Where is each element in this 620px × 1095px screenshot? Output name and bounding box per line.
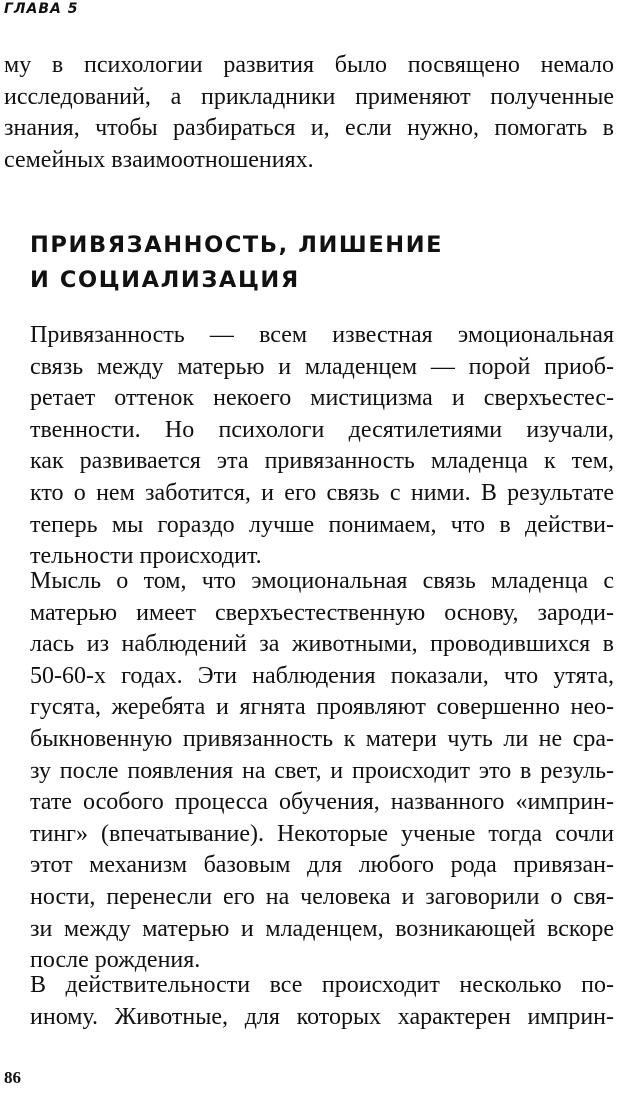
text-line: зу после появления на свет, и происходит это в резуль- [30, 757, 614, 784]
section-heading [30, 228, 443, 298]
text-line: связь между матерью и младенцем — порой приоб- [30, 353, 614, 380]
text-line: лась из наблюдений за животными, проводившихся в [30, 631, 614, 658]
paragraph [4, 970, 614, 1033]
paragraph [4, 566, 614, 977]
running-head: ГЛАВА 5 [4, 1, 79, 17]
heading-line: И СОЦИАЛИЗАЦИЯ [30, 267, 300, 293]
text-line: му в психологии развития было посвящено немало [4, 52, 614, 78]
text-line: как развивается эта привязанность младенца к тем, [30, 448, 614, 475]
text-line: Мысль о том, что эмоциональная связь младенца с [30, 568, 614, 594]
text-line: В действительности все происходит несколько по- [30, 972, 614, 998]
text-line: Привязанность — всем известная эмоциональная [30, 322, 614, 348]
text-line: тельности происходит. [30, 543, 262, 570]
page-number: 86 [4, 1068, 21, 1087]
text-line: семейных взаимоотношениях. [4, 146, 314, 173]
text-line: теперь мы гораздо лучше понимаем, что в действи- [30, 511, 614, 538]
heading-line: ПРИВЯЗАННОСТЬ, ЛИШЕНИЕ [30, 232, 444, 258]
text-line: быкновенную привязанность к матери чуть ли не сра- [30, 725, 614, 752]
paragraph [4, 320, 614, 573]
text-line: ретает оттенок некоего мистицизма и сверхъестес- [30, 385, 614, 412]
paragraph-continuation [4, 50, 614, 176]
text-line: ности, перенесли его на человека и заговорили о свя- [30, 883, 614, 910]
text-line: этот механизм базовым для любого рода привязан- [30, 852, 614, 879]
text-line: матерью имеет сверхъестественную основу, зароди- [30, 599, 614, 626]
text-line: после рождения. [30, 947, 201, 974]
text-line: иному. Животные, для которых характерен имприн- [30, 1003, 614, 1030]
text-line: знания, чтобы разбираться и, если нужно, помогать в [4, 115, 614, 142]
text-line: 50-60-х годах. Эти наблюдения показали, что утята, [30, 662, 614, 689]
text-line: твенности. Но психологи десятилетиями изучали, [30, 416, 614, 443]
text-line: исследований, а прикладники применяют полученные [4, 83, 614, 110]
text-line: тинг» (впечатывание). Некоторые ученые тогда сочли [30, 820, 614, 847]
text-line: гусята, жеребята и ягнята проявляют совершенно нео- [30, 694, 614, 721]
text-line: тате особого процесса обучения, названного «имприн- [30, 789, 614, 816]
text-line: зи между матерью и младенцем, возникающей вскоре [30, 915, 614, 942]
text-line: кто о нем заботится, и его связь с ними. В результате [30, 479, 614, 506]
